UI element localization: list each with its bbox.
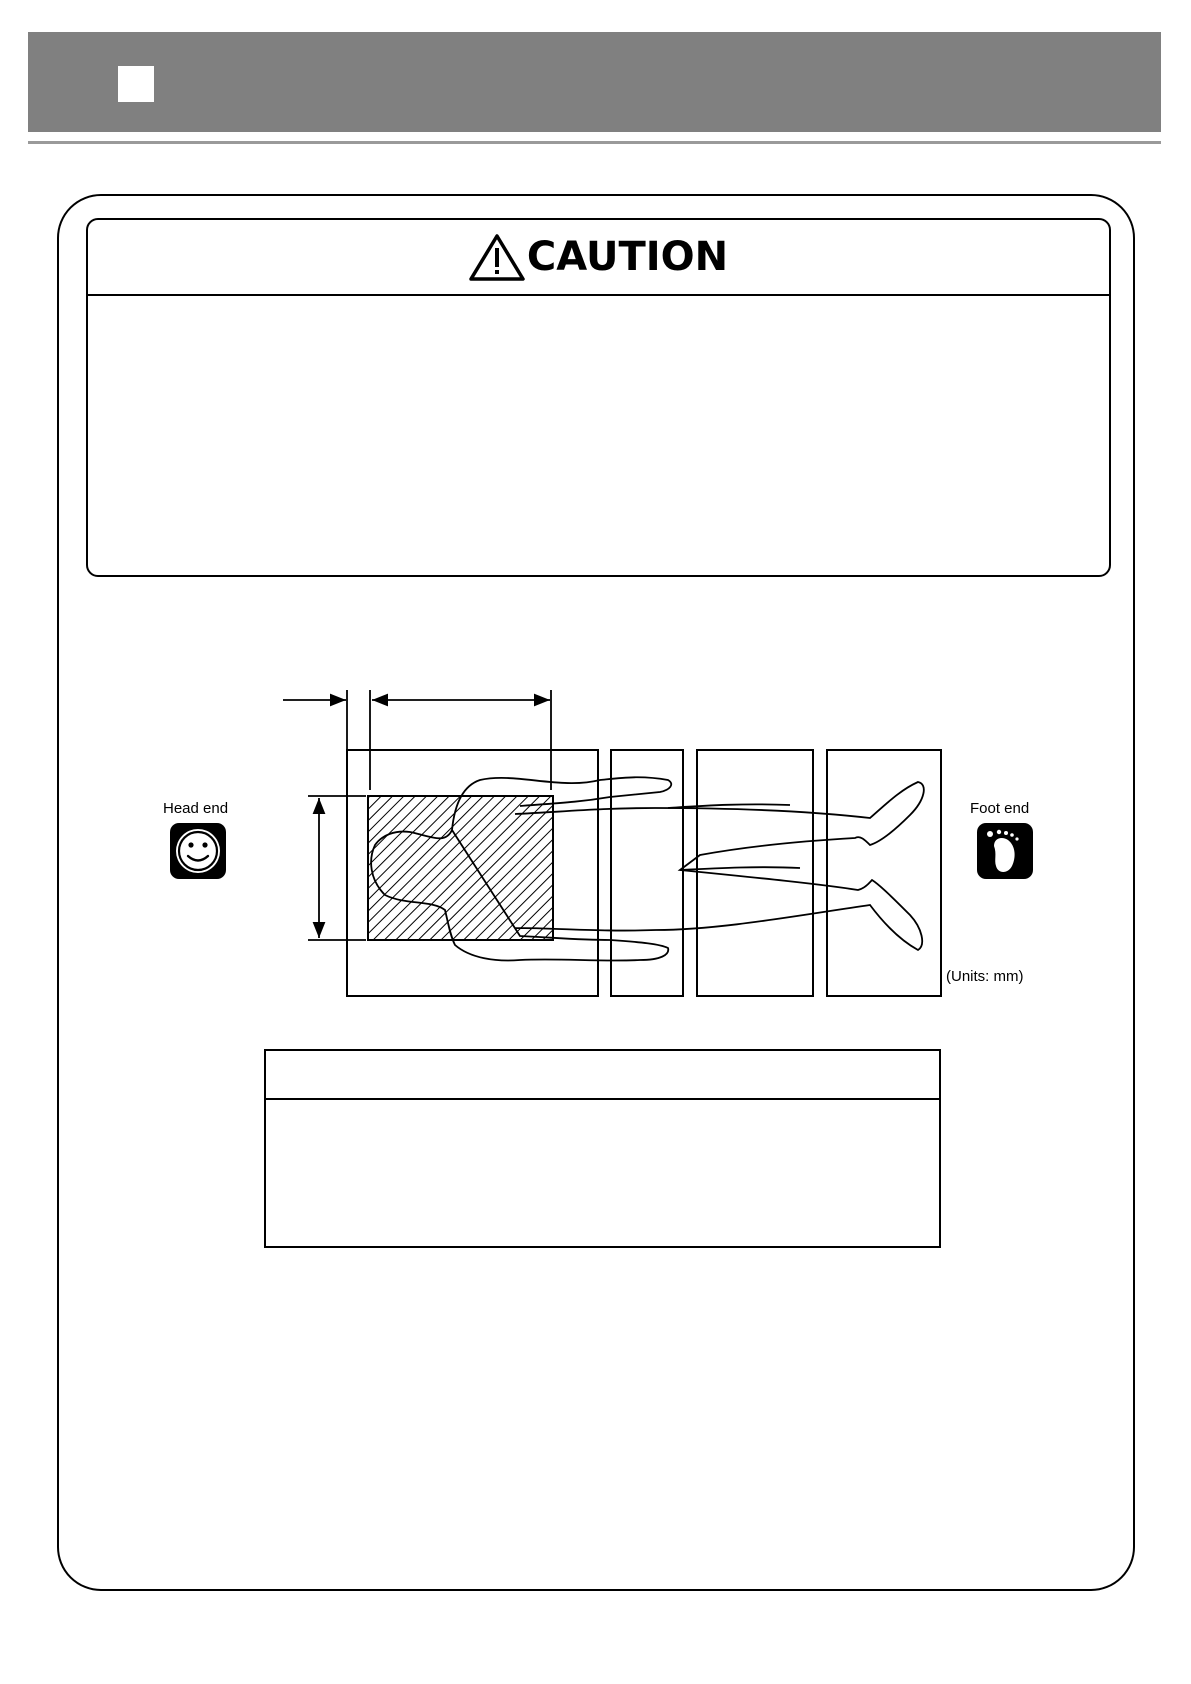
head-end-label: Head end [163, 800, 229, 817]
foot-end-label: Foot end [970, 800, 1030, 817]
table-header-row [266, 1051, 939, 1100]
face-icon [170, 823, 226, 879]
caution-title: CAUTION [526, 234, 729, 280]
units-label: (Units: mm) [946, 968, 1024, 985]
foot-icon [977, 823, 1033, 879]
hatched-area [368, 796, 553, 940]
dimension-table [264, 1049, 941, 1248]
